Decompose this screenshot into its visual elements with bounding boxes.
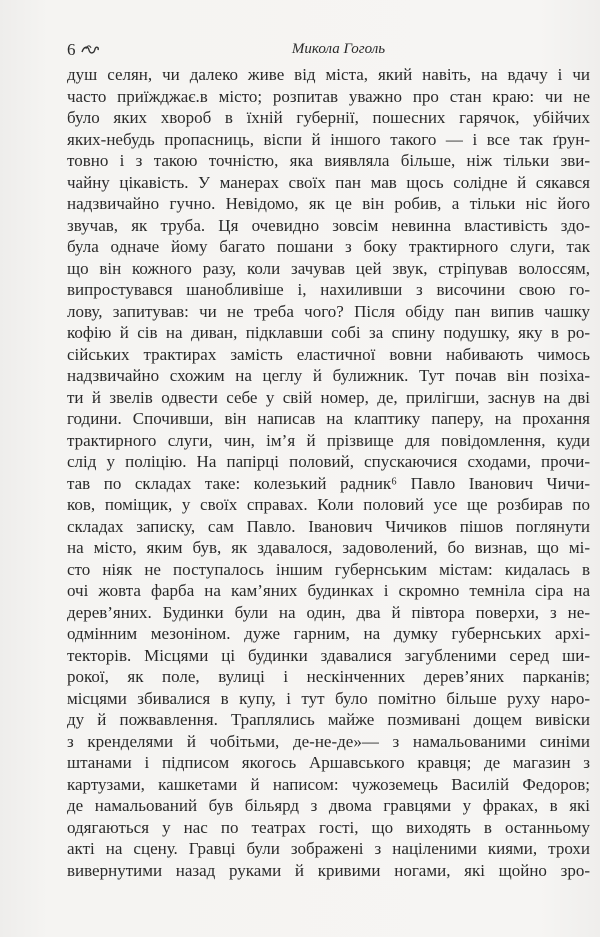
text-line-content: була одначе йому багато пошани з боку трактирного слуги, так — [67, 237, 590, 256]
text-line-content: де намальований був більярд з двома гравцями у фраках, в які — [67, 796, 590, 815]
text-line — [67, 860, 590, 882]
text-line-content: ду й пожвавлення. Траплялись майже позмивані дощем вивіски — [67, 710, 590, 729]
text-line — [67, 86, 590, 108]
text-line-content: часто приїжджає.в місто; розпитав уважно про стан краю: чи не — [67, 86, 590, 106]
text-line — [67, 258, 590, 280]
text-line-content: години. Спочивши, він написав на клаптику паперу, на прохання — [67, 409, 590, 428]
text-line-content: сто ніяк не поступалось іншим губернським містам: кидалась в — [67, 559, 590, 579]
text-line — [67, 150, 590, 172]
text-line-content: одягаються у нас по театрах гості, що виходять в останньому — [67, 817, 590, 837]
text-line-content: трактирного слуги, чин, ім’я й прізвище для повідомлення, куди — [67, 430, 590, 450]
text-line — [67, 107, 590, 129]
text-line-content: текторів. Місцями ці будинки здавалися загубленими серед ши- — [67, 645, 590, 665]
text-line-content: чайну цікавість. У манерах своїх пан мав щось солідне й сякався — [67, 172, 590, 192]
text-line — [67, 322, 590, 344]
text-line — [67, 817, 590, 839]
text-line-content: дерев’яних. Будинки були на один, два й півтора поверхи, з не- — [67, 602, 590, 622]
text-line — [67, 215, 590, 237]
text-line — [67, 387, 590, 409]
text-line — [67, 795, 590, 817]
text-line — [67, 172, 590, 194]
text-line — [67, 838, 590, 860]
text-line — [67, 666, 590, 688]
text-line-content: ти й звелів одвести себе у свій номер, де, прилігши, заснув на дві — [67, 387, 590, 407]
text-line — [67, 580, 590, 602]
text-line — [67, 236, 590, 258]
text-line-content: лову, запитував: чи не треба чого? Після обіду пан випив чашку — [67, 301, 590, 321]
text-line — [67, 537, 590, 559]
text-line-content: акті на сцену. Гравці були зображені з націленими киями, трохи — [67, 839, 590, 858]
text-line-content: слід у поліцію. На папірці половий, спускаючися сходами, прочи- — [67, 452, 590, 471]
text-line-content: вивернутими назад руками й кривими ногами, які щойно зро- — [67, 860, 590, 880]
text-line — [67, 408, 590, 430]
text-line — [67, 602, 590, 624]
text-line — [67, 64, 590, 86]
text-line-content: кофію й сів на диван, підклавши собі за спину подушку, яку в ро- — [67, 323, 590, 342]
text-line-content: з кренделями й чобітьми, де-не-де»— з намальованими синіми — [67, 731, 590, 751]
text-line-content: на місто, яким був, як здавалося, задоволений, бо визнав, що мі- — [67, 538, 590, 557]
text-line-content: місцями збивалися в купу, і тут було помітно більше руху наро- — [67, 688, 590, 708]
text-line-content: штанами і підписом якогось Аршавського кравця; де магазин з — [67, 753, 590, 772]
text-line — [67, 494, 590, 516]
text-line — [67, 774, 590, 796]
text-line-content: рокої, як поле, вулиці і нескінченних дерев’яних парканів; — [67, 667, 590, 686]
text-line-content: ков, поміщик, у своїх справах. Коли половий усе ще розбирав по — [67, 495, 590, 514]
text-line — [67, 365, 590, 387]
text-line — [67, 473, 590, 495]
text-line — [67, 709, 590, 731]
text-line — [67, 451, 590, 473]
text-line-content: одмінним мезоніном. дуже гарним, на думку губернських архі- — [67, 624, 590, 643]
text-line — [67, 688, 590, 710]
page-header — [67, 40, 590, 62]
page-number: 6 — [67, 40, 76, 59]
text-line-content: що він кожного разу, коли зачував цей звук, стріпував волоссям, — [67, 258, 590, 278]
text-line-content: складах записку, сам Павло. Іванович Чичиков пішов поглянути — [67, 516, 590, 536]
text-line-content: яких-небудь пропасниць, віспи й іншого такого — і все так ґрун- — [67, 129, 590, 149]
text-line-content: випростувався шанобливіше і, нахиливши з височини свою го- — [67, 280, 590, 299]
running-title: Микола Гоголь — [291, 41, 386, 57]
text-line — [67, 645, 590, 667]
text-line-content: надзвичайно гучно. Невідомо, як це він робив, а тільки ніс його — [67, 194, 590, 213]
text-line-content: картузами, кашкетами й написом: чужоземець Василій Федоров; — [67, 774, 590, 794]
text-line-content: тав по складах таке: колезький радник⁶ Павло Іванович Чичи- — [67, 473, 590, 493]
text-line — [67, 301, 590, 323]
text-line — [67, 344, 590, 366]
text-line-content: сійських трактирах замість еластичної вовни набивають чимось — [67, 344, 590, 364]
text-line — [67, 193, 590, 215]
text-line-content: було яких хвороб в їхній губернії, пошесних гарячок, убійчих — [67, 108, 590, 127]
text-line — [67, 752, 590, 774]
body-text — [67, 64, 590, 881]
text-line-content: товно і з такою точністю, яка виявляла більше, ніж тільки зви- — [67, 151, 590, 170]
text-line — [67, 623, 590, 645]
text-line — [67, 129, 590, 151]
text-line — [67, 559, 590, 581]
text-line — [67, 430, 590, 452]
text-line — [67, 516, 590, 538]
text-line-content: очі жовта фарба на кам’яних будинках і скромно темніла сіра на — [67, 581, 590, 600]
text-line — [67, 279, 590, 301]
text-line-content: душ селян, чи далеко живе від міста, який навіть, на вдачу і чи — [67, 65, 590, 84]
text-line-content: звучав, як труба. Ця очевидно зовсім невинна властивість здо- — [67, 215, 590, 235]
text-line — [67, 731, 590, 753]
text-line-content: надзвичайно схожим на цеглу й булижник. Тут почав він позіха- — [67, 366, 590, 385]
